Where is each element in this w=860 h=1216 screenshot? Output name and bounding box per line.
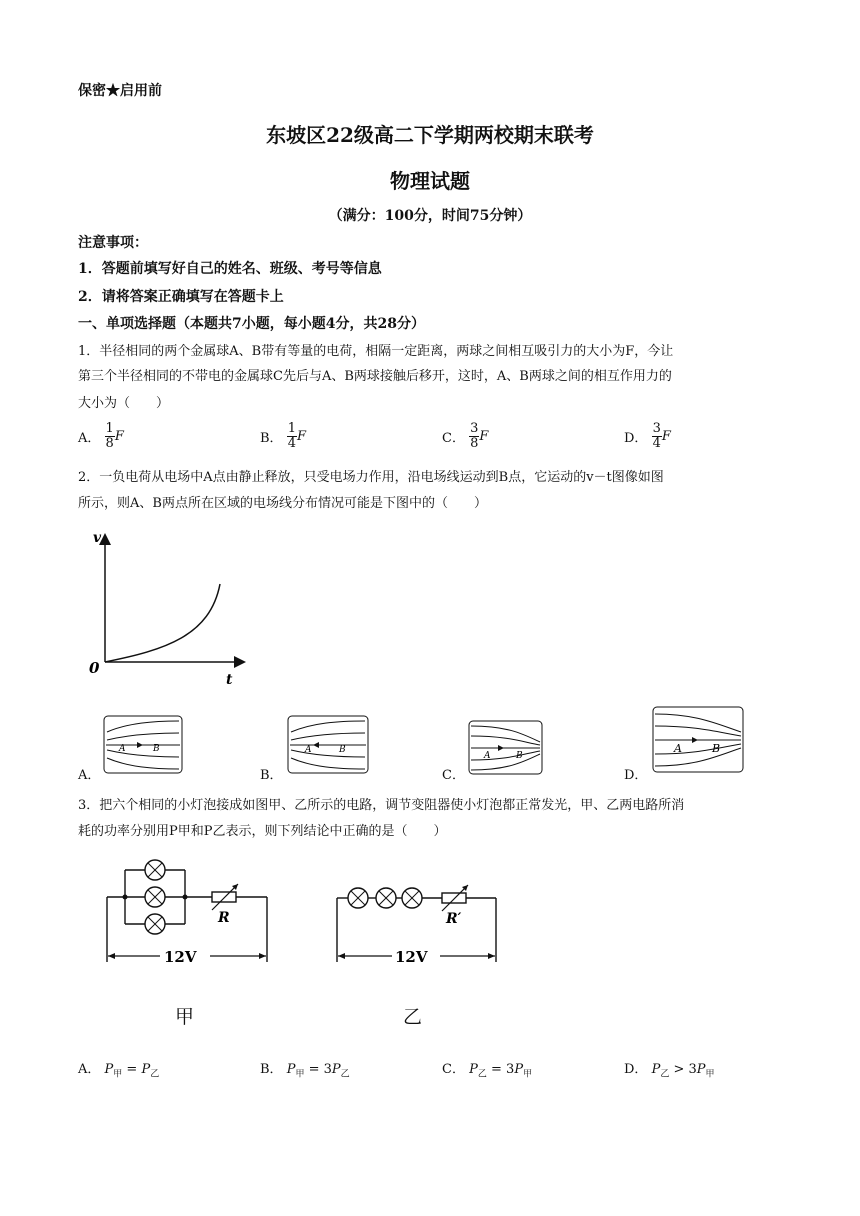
q2-option-c-diagram[interactable]: [468, 720, 543, 776]
q2-option-d-label[interactable]: D．: [624, 768, 648, 783]
option-letter: D．: [624, 1062, 648, 1077]
confidential-mark: 保密★启用前: [78, 83, 162, 99]
q3-option-c[interactable]: [442, 1058, 532, 1080]
resistor-label: R: [218, 910, 230, 926]
option-letter: C．: [442, 1062, 465, 1077]
q2-option-d-diagram[interactable]: [652, 706, 744, 774]
q2-option-b-label[interactable]: B．: [260, 768, 283, 783]
point-a-label: A: [119, 744, 126, 754]
symbol: P: [104, 1062, 114, 1077]
option-letter: B．: [260, 1062, 283, 1077]
exam-title: 东坡区22级高二下学期两校期末联考: [266, 123, 594, 147]
numerator: 3: [652, 421, 661, 436]
q2-text-line: 2．一负电荷从电场中A点由静止释放，只受电场力作用，沿电场线运动到B点，它运动的v－t图像如图: [78, 470, 664, 485]
velocity-curve: [105, 584, 220, 662]
v-axis-label: v: [93, 530, 102, 546]
voltage-label: 12V: [164, 948, 197, 966]
numerator: 1: [287, 421, 296, 436]
bulb-icon: [145, 860, 165, 880]
subscript: 甲: [705, 1069, 715, 1080]
fraction: [105, 422, 115, 451]
subject-title: 物理试题: [390, 169, 470, 193]
symbol: P: [696, 1062, 706, 1077]
denominator: 8: [105, 436, 114, 451]
subscript: 甲: [295, 1069, 305, 1080]
q2-option-b-diagram[interactable]: [287, 715, 369, 775]
exam-info: （满分：100分，时间75分钟）: [328, 208, 532, 224]
bulb-icon: [402, 888, 422, 908]
symbol: P: [514, 1062, 524, 1077]
option-variable: F: [661, 429, 671, 444]
symbol: P: [651, 1062, 661, 1077]
note-item: 2．请将答案正确填写在答题卡上: [78, 289, 284, 305]
q1-option-d[interactable]: [624, 422, 671, 451]
q2-option-a-label[interactable]: A．: [78, 768, 101, 783]
circuit-a-caption: 甲: [175, 1006, 195, 1028]
point-b-label: B: [516, 751, 523, 761]
relation: >: [669, 1062, 689, 1077]
q1-option-b[interactable]: [260, 422, 306, 451]
q1-text-line: 第三个半径相同的不带电的金属球C先后与A、B两球接触后移开，这时，A、B两球之间的相互作用力的: [78, 369, 672, 384]
fraction: [652, 422, 662, 451]
numerator: 1: [105, 421, 114, 436]
subscript: 甲: [523, 1069, 533, 1080]
bulb-icon: [348, 888, 368, 908]
option-variable: F: [114, 429, 124, 444]
point-b-label: B: [339, 745, 346, 755]
denominator: 4: [652, 436, 661, 451]
point-a-label: A: [305, 745, 312, 755]
option-letter: A．: [78, 1062, 101, 1077]
q3-option-d[interactable]: [624, 1058, 715, 1080]
option-letter: A．: [78, 431, 101, 446]
q2-text-line: 所示，则A、B两点所在区域的电场线分布情况可能是下图中的（ ）: [78, 496, 487, 511]
relation: =: [486, 1062, 507, 1077]
t-axis-label: t: [226, 672, 233, 688]
symbol: P: [141, 1062, 151, 1077]
fraction: [287, 422, 297, 451]
q1-text-line: 大小为（ ）: [78, 396, 170, 411]
point-b-label: B: [712, 742, 721, 755]
coefficient: 3: [323, 1062, 332, 1077]
q2-option-c-label[interactable]: C．: [442, 768, 465, 783]
bulb-icon: [145, 887, 165, 907]
q3-text-line: 3．把六个相同的小灯泡接成如图甲、乙所示的电路，调节变阻器使小灯泡都正常发光，甲、乙两电路所消: [78, 798, 685, 813]
q3-text-line: 耗的功率分别用P甲和P乙表示，则下列结论中正确的是（ ）: [78, 824, 447, 839]
option-letter: B．: [260, 431, 283, 446]
point-a-label: A: [484, 751, 491, 761]
option-letter: C．: [442, 431, 465, 446]
q1-text-line: 1．半径相同的两个金属球A、B带有等量的电荷，相隔一定距离，两球之间相互吸引力的大小为F，今让: [78, 344, 674, 359]
denominator: 8: [470, 436, 479, 451]
bulb-icon: [145, 914, 165, 934]
origin-label: 0: [89, 659, 100, 677]
option-variable: F: [296, 429, 307, 444]
coefficient: 3: [506, 1062, 515, 1077]
coefficient: 3: [688, 1062, 697, 1077]
symbol: P: [331, 1062, 341, 1077]
subscript: 乙: [477, 1069, 487, 1080]
notes-heading: 注意事项：: [78, 235, 148, 251]
q3-option-a[interactable]: [78, 1058, 159, 1080]
resistor-label: R′: [446, 911, 462, 927]
option-variable: F: [479, 429, 489, 444]
subscript: 甲: [113, 1069, 123, 1080]
option-letter: D．: [624, 431, 648, 446]
rheostat-icon: [442, 885, 468, 911]
fraction: [469, 422, 479, 451]
q1-option-c[interactable]: [442, 422, 488, 451]
point-a-label: A: [674, 742, 682, 755]
subscript: 乙: [150, 1069, 160, 1080]
denominator: 4: [287, 436, 296, 451]
note-item: 1．答题前填写好自己的姓名、班级、考号等信息: [78, 261, 382, 277]
q3-option-b[interactable]: [260, 1058, 350, 1080]
circuit-a-diagram: [100, 852, 280, 972]
vt-graph: [85, 528, 250, 693]
point-b-label: B: [153, 744, 160, 754]
rheostat-icon: [212, 884, 238, 910]
q2-option-a-diagram[interactable]: [103, 715, 183, 775]
voltage-label: 12V: [395, 948, 428, 966]
circuit-b-diagram: [330, 870, 505, 970]
relation: =: [122, 1062, 142, 1077]
subscript: 乙: [660, 1069, 670, 1080]
section-title: 一、单项选择题（本题共7小题，每小题4分，共28分）: [78, 316, 425, 332]
subscript: 乙: [340, 1069, 350, 1080]
numerator: 3: [470, 421, 479, 436]
symbol: P: [286, 1062, 296, 1077]
bulb-icon: [376, 888, 396, 908]
symbol: P: [469, 1062, 478, 1077]
relation: =: [304, 1062, 324, 1077]
circuit-b-caption: 乙: [403, 1006, 423, 1028]
q1-option-a[interactable]: [78, 422, 124, 451]
